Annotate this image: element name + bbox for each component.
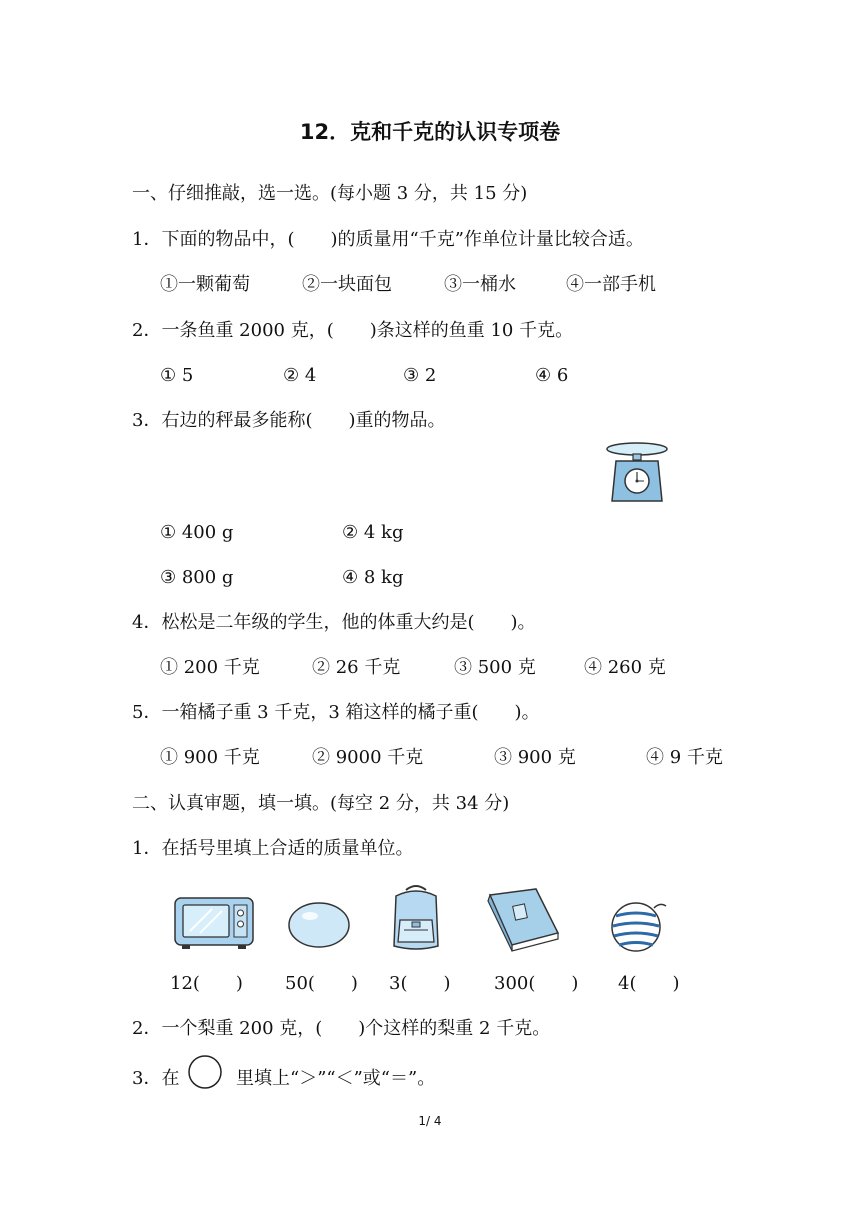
option: ② 4 [283, 365, 317, 386]
page-title: 12．克和千克的认识专项卷 [299, 120, 561, 144]
option: ③ 500 克 [454, 657, 536, 678]
section-heading: 二、认真审题，填一填。(每空 2 分，共 34 分) [132, 793, 510, 814]
option: ③ 800 g [160, 567, 234, 588]
section-heading: 一、仔细推敲，选一选。(每小题 3 分，共 15 分) [132, 183, 528, 204]
question-text: 2．一条鱼重 2000 克，( )条这样的鱼重 10 千克。 [132, 320, 574, 341]
option: ① 400 g [160, 522, 234, 543]
book-icon [484, 885, 562, 953]
kitchen-scale-icon [604, 441, 670, 505]
option: ①一颗葡萄 [160, 274, 250, 295]
answer-blank[interactable]: 12( ) [170, 973, 243, 994]
option: ④ 260 克 [584, 657, 666, 678]
option: ① 5 [160, 365, 194, 386]
watermelon-icon [606, 896, 672, 954]
option: ① 200 千克 [160, 657, 260, 678]
option: ② 26 千克 [312, 657, 401, 678]
option: ③ 2 [403, 365, 437, 386]
question-text-suffix: 里填上“＞”“＜”或“＝”。 [236, 1068, 436, 1089]
page-number: 1/ 4 [418, 1114, 442, 1128]
answer-blank[interactable]: 300( ) [494, 973, 579, 994]
egg-icon [286, 899, 352, 951]
option: ② 4 kg [342, 522, 404, 543]
answer-blank[interactable]: 3( ) [389, 973, 451, 994]
option: ② 9000 千克 [312, 747, 424, 768]
option: ④ 6 [535, 365, 569, 386]
backpack-icon [388, 882, 444, 952]
comparison-circle-icon [186, 1053, 224, 1091]
question-text: 4．松松是二年级的学生，他的体重大约是( )。 [132, 612, 536, 633]
microwave-oven-icon [172, 895, 256, 951]
question-text: 1．下面的物品中，( )的质量用“千克”作单位计量比较合适。 [132, 229, 644, 250]
question-text: 3．右边的秤最多能称( )重的物品。 [132, 410, 446, 431]
option: ④ 9 千克 [646, 747, 723, 768]
question-text: 5．一箱橘子重 3 千克，3 箱这样的橘子重( )。 [132, 702, 540, 723]
option: ③ 900 克 [494, 747, 576, 768]
question-text-prefix: 3．在 [132, 1068, 180, 1089]
option: ④ 8 kg [342, 567, 404, 588]
question-text: 1．在括号里填上合适的质量单位。 [132, 838, 414, 859]
option: ③一桶水 [444, 274, 516, 295]
option: ②一块面包 [302, 274, 392, 295]
answer-blank[interactable]: 50( ) [285, 973, 358, 994]
answer-blank[interactable]: 4( ) [618, 973, 680, 994]
question-text: 2．一个梨重 200 克，( )个这样的梨重 2 千克。 [132, 1018, 551, 1039]
option: ① 900 千克 [160, 747, 260, 768]
option: ④一部手机 [566, 274, 656, 295]
